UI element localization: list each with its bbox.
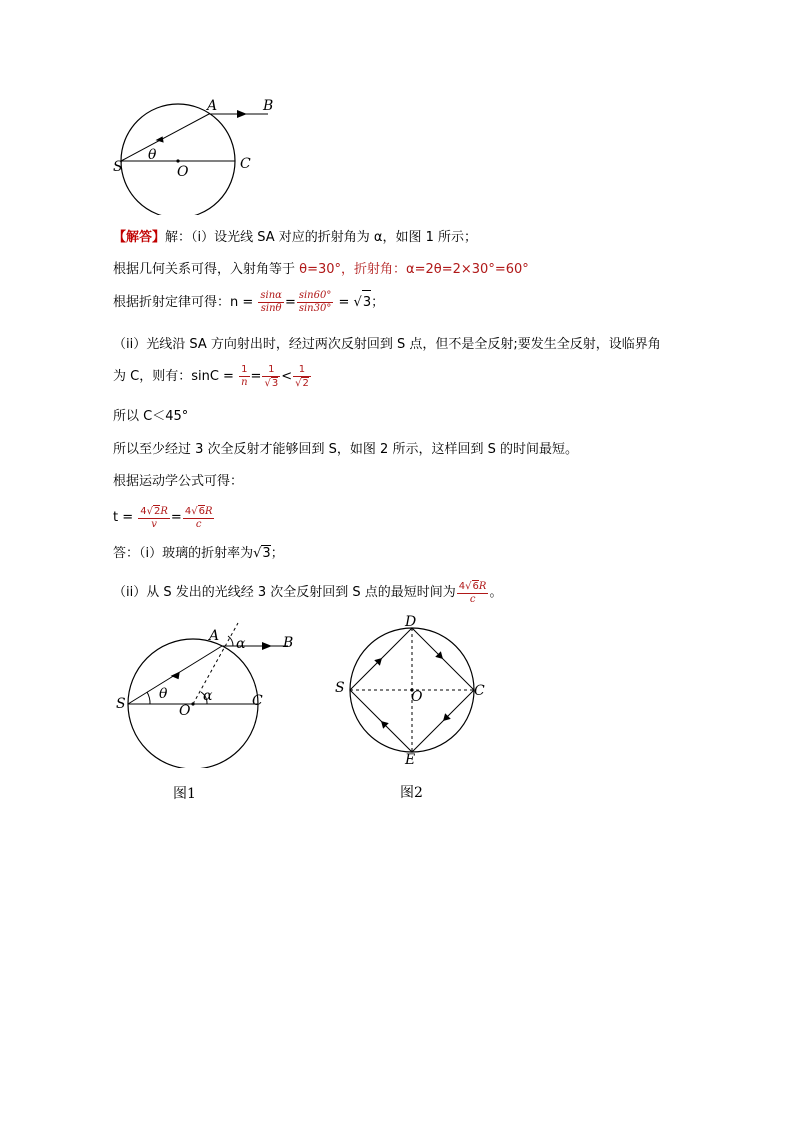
fig1-label-c: C [252,693,263,709]
fig1-label-a: A [209,628,220,644]
solution-line-7: 所以至少经过 3 次全反射才能够回到 S，如图 2 所示，这样回到 S 的时间最短。 [113,442,578,457]
answer1-sqrt3: √3 [253,546,271,561]
solution-line-4: （ii）光线沿 SA 方向射出时，经过两次反射回到 S 点，但不是全反射;要发生全反射，设临界角 [113,337,661,352]
fig2-label-e: E [405,752,416,768]
solution-line-5: 为 C，则有：sinC = $\frac{1}{n}$ = $\frac{1}{√3}$ < $\frac{1}{√2}$ [113,363,309,389]
line3-end: ； [371,295,385,310]
solution-line-1 [113,230,477,246]
solution-line1-text: 解：（i）设光线 SA 对应的折射角为 α，如图 1 所示； [165,230,478,245]
line9-prefix: t = [113,510,138,525]
line2-red: θ=30°，折射角：α=2θ=2×30°=60° [299,262,529,277]
fig2-label-o: O [411,689,423,705]
line5-prefix: 为 C，则有：sinC = [113,369,239,384]
fig2-label-c: C [474,683,485,699]
solution-line-9: t = $\frac{4√2R}{v}$ = $\frac{4√6R}{c}$ [113,505,213,530]
frac-4sqrt2r-v: $\frac{4√2R}{v}$ [140,505,168,530]
top-label-a: A [207,98,218,114]
top-ab-arrow [237,110,247,118]
fig1-angle-theta-arc [147,692,150,704]
fig1-ab-arrow [262,642,272,650]
sqrt3: √3 [354,295,372,310]
fig1-label-s: S [116,696,126,712]
line2-prefix: 根据几何关系可得，入射角等于 [113,262,300,277]
frac2-den: sin30° [298,303,332,314]
frac1-den: sinθ [258,302,284,315]
frac-answer-time: $\frac{4√6R}{c}$ [458,580,487,605]
answer1-end: ； [270,546,284,561]
frac-sina-sintheta [258,290,284,315]
figure2-caption: 图2 [400,785,423,801]
figure1-caption: 图1 [173,786,196,802]
answer2-end: 。 [489,585,503,600]
solution-line-6: 所以 C＜45° [113,409,189,424]
top-label-c: C [240,156,251,172]
fig1-label-b: B [283,635,294,651]
fig1-angle-alpha-top-arc [228,636,233,646]
solution-line-3: 根据折射定律可得：n = $\frac{\sin\alpha}{\sin\theta}$ = $\frac{\sin 60^\circ}{\sin 30^\circ}$ = √3； [113,290,385,314]
top-center-dot [176,159,179,162]
frac-1-sqrt3: $\frac{1}{√3}$ [264,363,279,389]
solution-line-2 [113,262,529,278]
frac-1-n: $\frac{1}{n}$ [241,364,248,388]
answer2-prefix: （ii）从 S 发出的光线经 3 次全反射回到 S 点的最短时间为 [113,585,456,600]
fig1-label-theta: θ [159,686,168,702]
answer-line-2 [113,575,502,611]
fig2-label-d: D [405,614,417,630]
top-label-theta: θ [148,147,157,163]
frac2-num: sin60° [298,290,332,301]
fig1-label-alpha-mid: α [203,688,213,704]
frac-1-sqrt2: $\frac{1}{√2}$ [295,363,309,389]
top-ray-sa [121,114,209,161]
fig1-label-o: O [179,703,191,719]
line5-lt: < [281,369,293,384]
answer-line-1 [113,545,284,562]
fig1-center-dot [191,702,194,705]
top-label-b: B [263,98,274,114]
frac-sin60-sin30 [297,290,334,315]
top-label-s: S [113,159,123,175]
line3-prefix: 根据折射定律可得：n = [113,295,258,310]
solution-tag: 【解答】 [113,230,166,245]
frac1-num: sinα [260,290,282,301]
frac-4sqrt6r-c: $\frac{4√6R}{c}$ [184,505,213,530]
fig2-label-s: S [335,680,345,696]
top-label-o: O [177,164,189,180]
answer1-prefix: 答：（i）玻璃的折射率为 [113,546,254,561]
fig1-label-alpha-top: α [236,636,246,652]
fig1-ray-arrow [171,671,183,682]
line3-eq: = [334,295,354,310]
solution-line-8: 根据运动学公式可得： [113,474,244,489]
